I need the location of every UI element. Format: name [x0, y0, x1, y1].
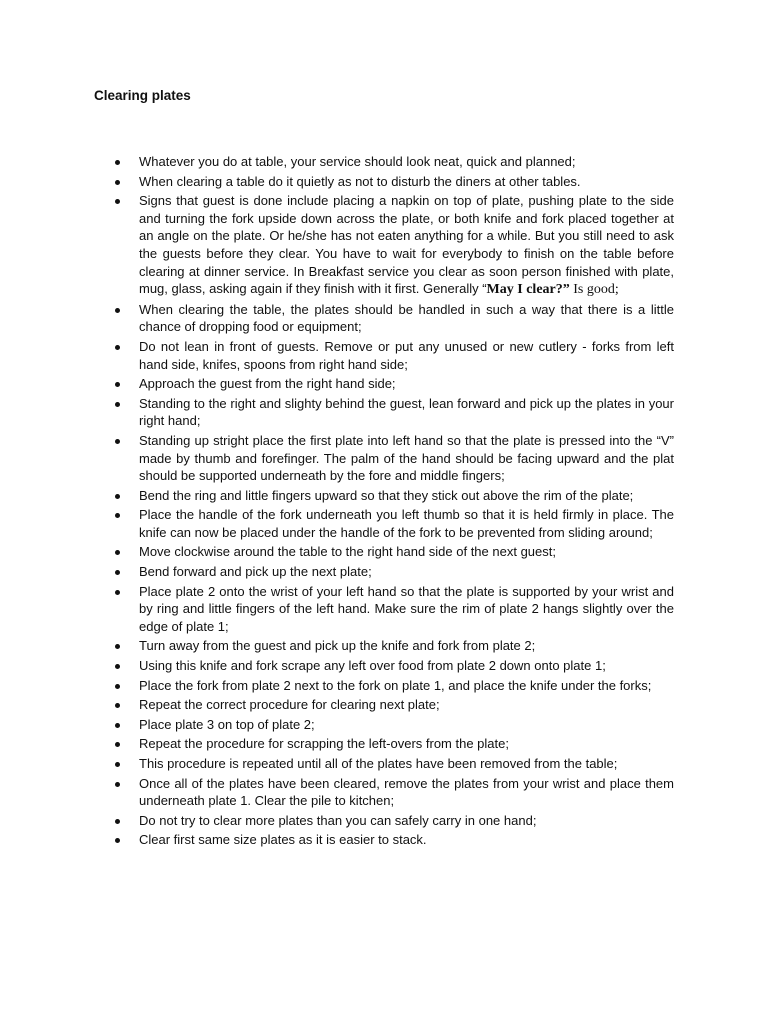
list-item [113, 395, 674, 430]
list-item [113, 583, 674, 636]
list-item [113, 301, 674, 336]
bullet-icon [115, 590, 120, 595]
list-item-text: Turn away from the guest and pick up the knife and fork from plate 2; [139, 638, 536, 654]
page-title: Clearing plates [94, 88, 191, 103]
list-item [113, 506, 674, 541]
list-item-text-tail: Is good; [569, 282, 619, 298]
list-item-text: Place plate 2 onto the wrist of your left hand so that the plate is supported by your wrist and by ring and little fingers of the left hand. Make sure the rim of plate 2 hangs slightly over the edge of plate 1; [139, 583, 674, 634]
list-item-text: Once all of the plates have been cleared, remove the plates from your wrist and place them underneath plate 1. Clear the pile to kitchen; [139, 775, 674, 809]
list-item-text: Approach the guest from the right hand side; [139, 376, 396, 392]
list-item-text: Bend the ring and little fingers upward so that they stick out above the rim of the plate; [139, 487, 634, 503]
list-item-text: Standing up stright place the first plate into left hand so that the plate is pressed into the “V” made by thumb and forefinger. The palm of the hand should be facing upward and the plat should be supported underneath by the fore and middle fingers; [139, 432, 674, 484]
bullet-icon [115, 439, 120, 444]
bullet-icon [115, 723, 120, 728]
bullet-icon [115, 762, 120, 767]
list-item [113, 192, 674, 299]
list-item-text: Standing to the right and slighty behind the guest, lean forward and pick up the plates in your right hand; [139, 395, 674, 429]
bullet-icon [115, 308, 120, 313]
bullet-icon [115, 550, 120, 555]
list-item-text: Using this knife and fork scrape any left over food from plate 2 down onto plate 1; [139, 658, 606, 674]
bullet-icon [115, 644, 120, 649]
bullet-icon [115, 782, 120, 787]
bullet-icon [115, 703, 120, 708]
list-item [113, 775, 674, 810]
list-item-text: Do not try to clear more plates than you can safely carry in one hand; [139, 812, 537, 828]
bullet-icon [115, 684, 120, 689]
list-item-text: This procedure is repeated until all of the plates have been removed from the table; [139, 756, 618, 771]
list-item-text: Place the fork from plate 2 next to the fork on plate 1, and place the knife under the forks; [139, 677, 652, 693]
bullet-icon [115, 819, 120, 824]
list-item [113, 563, 674, 581]
list-item [113, 657, 674, 675]
list-item [113, 677, 674, 695]
list-item [113, 716, 674, 734]
bullet-icon [115, 160, 120, 165]
list-item-text: Whatever you do at table, your service should look neat, quick and planned; [139, 154, 576, 169]
bullet-icon [115, 382, 120, 387]
list-item [113, 375, 674, 393]
list-item [113, 338, 674, 373]
list-item-text: Signs that guest is done include placing a napkin on top of plate, pushing plate to the side and turning the fork upside down across the plate, or both knife and fork placed together at an angle on the plate. Or he/she has not eaten anything for a while. But you still need to ask the guests before they clear. You have to wait for everybody to finish on the table before clearing at dinner service. In Breakfast service you clear as soon person finished with plate, mug, glass, asking again if they finish with it first. Generally “ [139, 193, 674, 297]
list-item [113, 696, 674, 714]
list-item [113, 812, 674, 830]
list-item-text: Move clockwise around the table to the right hand side of the next guest; [139, 544, 556, 560]
bullet-icon [115, 345, 120, 350]
list-item [113, 735, 674, 753]
list-item-text: Clear first same size plates as it is easier to stack. [139, 832, 427, 848]
list-item [113, 637, 674, 655]
bullet-icon [115, 664, 120, 669]
list-item [113, 173, 674, 191]
list-item-text: Repeat the procedure for scrapping the left-overs from the plate; [139, 736, 509, 752]
list-item [113, 153, 674, 171]
list-item [113, 831, 674, 849]
bullet-icon [115, 838, 120, 843]
list-item-text: Place plate 3 on top of plate 2; [139, 716, 315, 732]
bullet-icon [115, 402, 120, 407]
list-item-text: When clearing the table, the plates should be handled in such a way that there is a little chance of dropping food or equipment; [139, 301, 674, 335]
bullet-icon [115, 570, 120, 575]
bullet-icon [115, 513, 120, 518]
list-item [113, 487, 674, 505]
list-item-text: Bend forward and pick up the next plate; [139, 564, 372, 580]
list-item [113, 755, 674, 773]
list-item-text: Repeat the correct procedure for clearing next plate; [139, 697, 440, 713]
list-item-text: When clearing a table do it quietly as not to disturb the diners at other tables. [139, 173, 581, 189]
list-item [113, 432, 674, 485]
bullet-icon [115, 199, 120, 204]
procedure-list [113, 153, 674, 851]
list-item [113, 543, 674, 561]
list-item-text: Place the handle of the fork underneath you left thumb so that it is held firmly in place. The knife can now be placed under the handle of the fork to be prevented from sliding around; [139, 507, 674, 540]
bullet-icon [115, 742, 120, 747]
bullet-icon [115, 180, 120, 185]
bullet-icon [115, 494, 120, 499]
list-item-text: Do not lean in front of guests. Remove or put any unused or new cutlery - forks from left hand side, knifes, spoons from right hand side; [139, 338, 674, 372]
quoted-phrase: May I clear?” [486, 282, 570, 298]
